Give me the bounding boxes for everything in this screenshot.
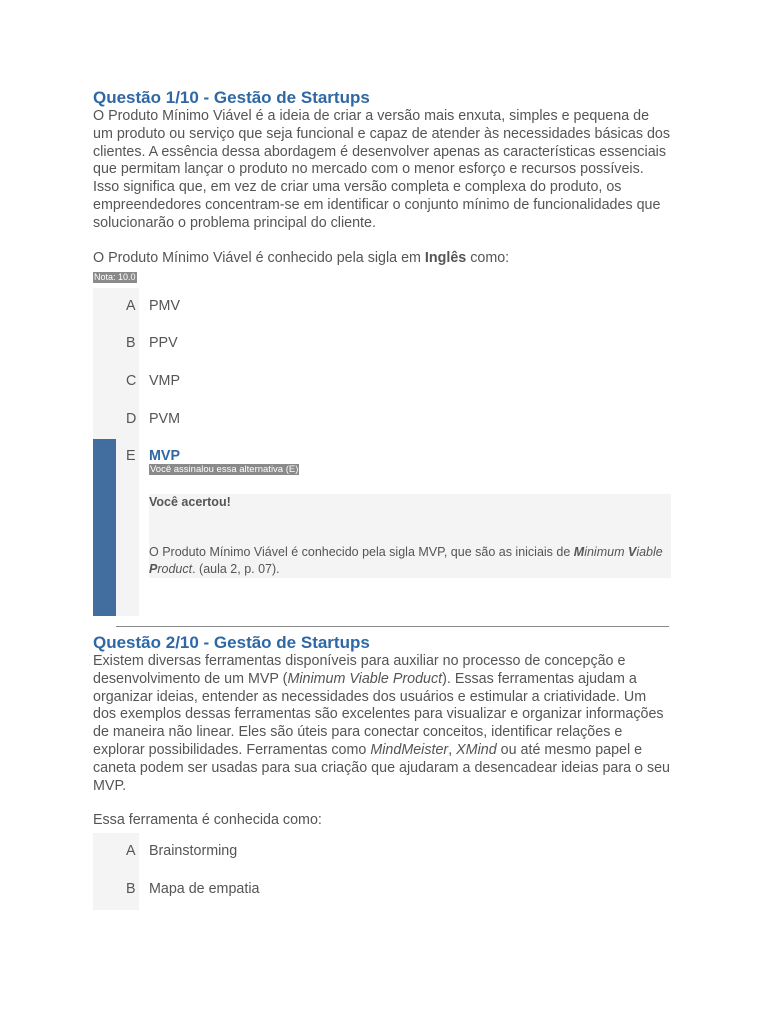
option-letter: C	[126, 373, 137, 389]
option-letter: D	[126, 411, 137, 427]
option-text: PPV	[149, 335, 178, 351]
question-text-italic: XMind	[456, 741, 497, 758]
feedback-initial: M	[573, 545, 585, 559]
feedback-title: Você acertou!	[149, 495, 231, 509]
option-letter: B	[126, 335, 136, 351]
feedback-word: roduct	[157, 561, 193, 576]
option-a[interactable]	[93, 833, 671, 871]
question-2-prompt: Essa ferramenta é conhecida como:	[93, 812, 322, 829]
question-text-part: Existem diversas ferramentas disponíveis para auxiliar no processo de concepção e desenvolvimento de um MVP (	[93, 653, 626, 687]
option-text: PMV	[149, 298, 180, 314]
answer-feedback	[149, 494, 671, 578]
question-text-part: ,	[448, 741, 457, 758]
prompt-bold: Inglês	[424, 249, 467, 266]
option-letter: B	[126, 881, 136, 897]
question-2-text	[93, 653, 671, 795]
question-2	[93, 633, 671, 848]
option-letter: E	[126, 448, 136, 464]
prompt-text: O Produto Mínimo Viável é conhecido pela sigla em	[93, 249, 425, 266]
option-text: PVM	[149, 411, 180, 427]
option-c[interactable]	[93, 363, 671, 401]
feedback-initial: P	[149, 561, 158, 576]
question-2-options	[93, 833, 671, 910]
feedback-initial: V	[627, 545, 637, 559]
question-1-text: O Produto Mínimo Viável é a ideia de criar a versão mais enxuta, simples e pequena de um produto ou serviço que seja funcional e capaz de atender às necessidades básicas dos clientes. A essência dessa abordagem é desenvolver apenas as características essenciais que permitam lançar o produto no mercado com o menor esforço e recursos possíveis. Isso significa que, em vez de criar uma versão completa e complexa do produto, os empreendedores concentram-se em identificar o conjunto mínimo de funcionalidades que solucionarão o problema principal do cliente.	[93, 108, 671, 231]
option-text: Mapa de empatia	[149, 881, 260, 897]
question-1-grade-badge: Nota: 10.0	[94, 272, 136, 283]
option-d[interactable]	[93, 401, 671, 439]
feedback-word: iable	[636, 545, 663, 559]
option-text: MVP	[149, 448, 180, 464]
question-text-part: ou até mesmo papel e caneta podem ser usadas para sua criação que ajudaram a desencadear ideias para o seu MVP.	[93, 741, 671, 794]
question-1-title: Questão 1/10 - Gestão de Startups	[93, 88, 370, 107]
selected-alternative-badge: Você assinalou essa alternativa (E)	[150, 464, 299, 475]
feedback-text	[149, 544, 664, 577]
option-a[interactable]	[93, 288, 671, 326]
feedback-word: inimum	[584, 545, 628, 559]
question-text-italic: MindMeister	[370, 741, 449, 758]
option-text: VMP	[149, 373, 180, 389]
option-letter: A	[126, 298, 136, 314]
question-text-italic: Minimum Viable Product	[287, 670, 443, 687]
question-divider	[116, 626, 669, 627]
prompt-text-end: como:	[466, 249, 510, 266]
option-b[interactable]	[93, 325, 671, 363]
question-2-title: Questão 2/10 - Gestão de Startups	[93, 633, 370, 652]
option-text: Brainstorming	[149, 843, 238, 859]
feedback-text-part: O Produto Mínimo Viável é conhecido pela sigla MVP, que são as iniciais de	[149, 545, 574, 559]
feedback-text-part: . (aula 2, p. 07).	[192, 561, 280, 576]
option-b[interactable]	[93, 871, 671, 909]
option-e[interactable]	[93, 438, 671, 476]
question-text-part: ). Essas ferramentas ajudam a organizar ideias, entender as necessidades dos usuários e estimular a criatividade. Um dos exemplos dessas ferramentas são excelentes para visualizar e organizar informações de maneira não linear. Eles são úteis para conectar conceitos, identificar relações e explorar possibilidades. Ferramentas como	[93, 670, 664, 758]
question-1	[93, 88, 671, 285]
question-1-prompt	[93, 250, 671, 268]
option-letter: A	[126, 843, 136, 859]
